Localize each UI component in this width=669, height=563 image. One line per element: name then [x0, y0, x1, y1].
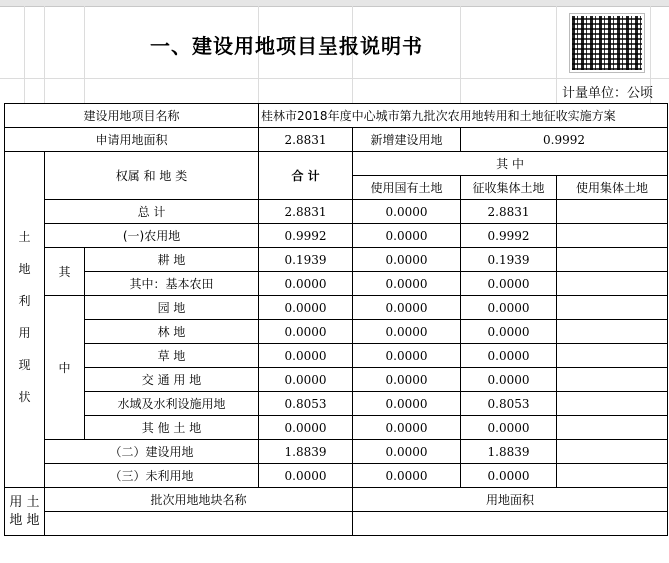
table-row	[5, 296, 668, 320]
row-label: 园 地	[85, 296, 259, 320]
qr-code-icon	[570, 14, 644, 72]
cell-collect: 2.8831	[461, 200, 557, 224]
table-row	[5, 368, 668, 392]
among-header: 其 中	[353, 152, 668, 176]
land-use-table	[4, 103, 668, 536]
cell-collect: 0.0000	[461, 272, 557, 296]
row-label: 其中：基本农田	[85, 272, 259, 296]
area-label: 申请用地面积	[5, 128, 259, 152]
table-row	[5, 272, 668, 296]
cell-use-collective	[557, 440, 668, 464]
cell-collect: 0.0000	[461, 320, 557, 344]
cell-use-collective	[557, 392, 668, 416]
cell-collect: 0.0000	[461, 296, 557, 320]
vertical-char: 用	[18, 325, 31, 340]
state-land-header: 使用国有土地	[353, 176, 461, 200]
total-header: 合 计	[259, 152, 353, 200]
gridline	[44, 6, 45, 104]
cell-total: 0.8053	[259, 392, 353, 416]
cell-total: 0.0000	[259, 296, 353, 320]
cell-total: 0.1939	[259, 248, 353, 272]
row-label: 水域及水利设施用地	[85, 392, 259, 416]
gridline	[24, 6, 25, 104]
table-row	[5, 344, 668, 368]
cell-state: 0.0000	[353, 464, 461, 488]
new-construction-label: 新增建设用地	[353, 128, 461, 152]
row-label: （三）未利用地	[45, 464, 259, 488]
qi-label: 其	[45, 248, 85, 296]
row-label: 草 地	[85, 344, 259, 368]
zhong-label: 中	[45, 296, 85, 440]
cell-state: 0.0000	[353, 416, 461, 440]
table-row	[5, 248, 668, 272]
table-row	[5, 464, 668, 488]
cell-collect: 0.1939	[461, 248, 557, 272]
cell-collect: 1.8839	[461, 440, 557, 464]
cell-use-collective	[557, 344, 668, 368]
cell-total: 0.0000	[259, 320, 353, 344]
batch-name-label: 批次用地地块名称	[45, 488, 353, 512]
cell-use-collective	[557, 320, 668, 344]
cell-total: 0.0000	[259, 368, 353, 392]
table-row	[5, 320, 668, 344]
footer-area-label: 用地面积	[353, 488, 668, 512]
vertical-char: 现	[18, 357, 31, 372]
cell-use-collective	[557, 464, 668, 488]
row-label: （二）建设用地	[45, 440, 259, 464]
row-label: 其 他 土 地	[85, 416, 259, 440]
cell-collect: 0.9992	[461, 224, 557, 248]
footer-row-empty	[5, 512, 668, 536]
vertical-char: 用 土	[9, 494, 40, 510]
vertical-char: 地	[18, 261, 31, 276]
cell-state: 0.0000	[353, 272, 461, 296]
gridline	[460, 6, 461, 104]
gridline	[84, 6, 85, 104]
cell-total: 2.8831	[259, 200, 353, 224]
land-use-side-label	[5, 152, 45, 488]
project-name-label: 建设用地项目名称	[5, 104, 259, 128]
cell-collect: 0.8053	[461, 392, 557, 416]
vertical-char: 土	[18, 229, 31, 244]
table-row	[5, 440, 668, 464]
unit-label: 计量单位：公顷	[561, 86, 653, 101]
table-row	[5, 200, 668, 224]
category-header: 权属 和 地 类	[45, 152, 259, 200]
gridline	[0, 78, 669, 79]
document-title: 一、建设用地项目呈报说明书	[150, 34, 423, 58]
cell-state: 0.0000	[353, 320, 461, 344]
cell-state: 0.0000	[353, 224, 461, 248]
footer-area-value	[353, 512, 668, 536]
gridline	[556, 6, 557, 104]
cell-total: 0.0000	[259, 344, 353, 368]
footer-row	[5, 488, 668, 512]
vertical-char: 状	[18, 389, 31, 404]
table-row	[5, 392, 668, 416]
cell-total: 0.9992	[259, 224, 353, 248]
table-row	[5, 224, 668, 248]
cell-use-collective	[557, 416, 668, 440]
table-row	[5, 416, 668, 440]
cell-use-collective	[557, 248, 668, 272]
row-label: (一)农用地	[45, 224, 259, 248]
cell-collect: 0.0000	[461, 464, 557, 488]
cell-total: 0.0000	[259, 464, 353, 488]
project-name-row	[5, 104, 668, 128]
cell-collect: 0.0000	[461, 344, 557, 368]
cell-state: 0.0000	[353, 392, 461, 416]
collect-land-header: 征收集体土地	[461, 176, 557, 200]
cell-state: 0.0000	[353, 440, 461, 464]
new-construction-value: 0.9992	[461, 128, 668, 152]
vertical-char: 地 地	[9, 512, 40, 528]
batch-name-value	[45, 512, 353, 536]
cell-state: 0.0000	[353, 296, 461, 320]
cell-use-collective	[557, 224, 668, 248]
header-row-1	[5, 152, 668, 176]
column-header-strip	[0, 0, 669, 7]
cell-state: 0.0000	[353, 248, 461, 272]
project-name-value: 桂林市2018年度中心城市第九批次农用地转用和土地征收实施方案	[259, 104, 668, 128]
cell-use-collective	[557, 200, 668, 224]
row-label: 总 计	[45, 200, 259, 224]
cell-use-collective	[557, 296, 668, 320]
cell-state: 0.0000	[353, 368, 461, 392]
cell-collect: 0.0000	[461, 416, 557, 440]
row-label: 交 通 用 地	[85, 368, 259, 392]
cell-use-collective	[557, 368, 668, 392]
cell-total: 1.8839	[259, 440, 353, 464]
row-label: 林 地	[85, 320, 259, 344]
use-collective-header: 使用集体土地	[557, 176, 668, 200]
row-label: 耕 地	[85, 248, 259, 272]
cell-total: 0.0000	[259, 272, 353, 296]
vertical-char: 利	[18, 293, 31, 308]
cell-total: 0.0000	[259, 416, 353, 440]
area-value: 2.8831	[259, 128, 353, 152]
cell-state: 0.0000	[353, 344, 461, 368]
cell-state: 0.0000	[353, 200, 461, 224]
yongtu-didi-label	[5, 488, 45, 536]
area-row	[5, 128, 668, 152]
cell-collect: 0.0000	[461, 368, 557, 392]
cell-use-collective	[557, 272, 668, 296]
